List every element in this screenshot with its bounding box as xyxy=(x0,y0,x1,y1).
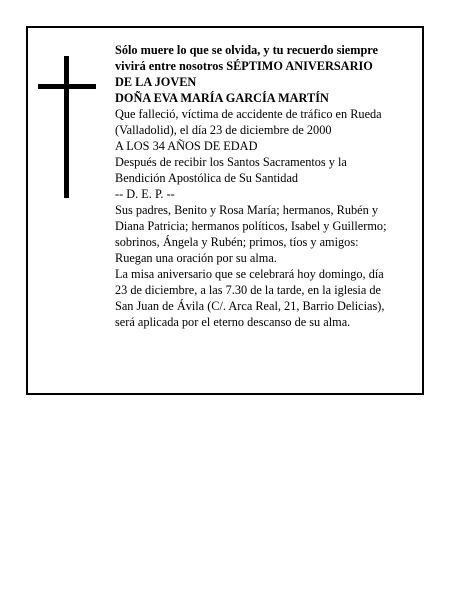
cross-horizontal-bar xyxy=(38,84,96,89)
family-line-3: sobrinos, Ángela y Rubén; primos, tíos y amigos: xyxy=(115,235,359,249)
headline-line-1: Sólo muere lo que se olvida, y tu recuerdo siempre xyxy=(115,43,379,57)
mass-line-1: La misa aniversario que se celebrará hoy domingo, día xyxy=(115,267,384,281)
obituary-text xyxy=(115,42,420,330)
sacraments-line-1: Después de recibir los Santos Sacramentos y la xyxy=(115,155,347,169)
death-info-line-2: (Valladolid), el día 23 de diciembre de 2000 xyxy=(115,123,332,137)
obituary-notice-frame xyxy=(26,26,424,395)
prayer-request: Ruegan una oración por su alma. xyxy=(115,251,277,265)
cross-icon xyxy=(38,56,96,198)
headline-line-3: DE LA JOVEN xyxy=(115,75,197,89)
cross-vertical-bar xyxy=(64,56,69,198)
age-line: A LOS 34 AÑOS DE EDAD xyxy=(115,139,258,153)
mass-line-4: será aplicada por el eterno descanso de su alma. xyxy=(115,315,351,329)
death-info-line-1: Que falleció, víctima de accidente de tráfico en Rueda xyxy=(115,107,382,121)
family-line-2: Diana Patricia; hermanos políticos, Isabel y Guillermo; xyxy=(115,219,387,233)
deceased-name: DOÑA EVA MARÍA GARCÍA MARTÍN xyxy=(115,91,329,105)
family-line-1: Sus padres, Benito y Rosa María; hermanos, Rubén y xyxy=(115,203,378,217)
mass-line-3: San Juan de Ávila (C/. Arca Real, 21, Barrio Delicias), xyxy=(115,299,385,313)
sacraments-line-2: Bendición Apostólica de Su Santidad xyxy=(115,171,299,185)
rip-line: -- D. E. P. -- xyxy=(115,187,175,201)
headline-line-2: vivirá entre nosotros SÉPTIMO ANIVERSARIO xyxy=(115,59,373,73)
mass-line-2: 23 de diciembre, a las 7.30 de la tarde, en la iglesia de xyxy=(115,283,381,297)
